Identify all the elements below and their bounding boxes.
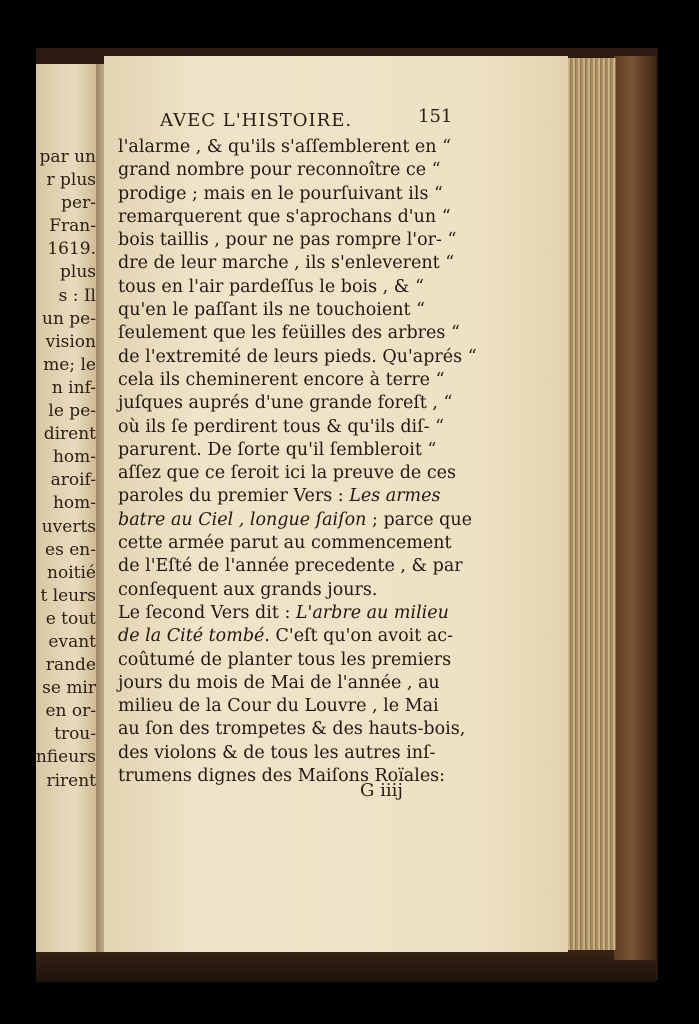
left-page-line: Fran-: [49, 216, 96, 237]
quote-mark: “: [436, 206, 451, 227]
left-page-line: uverts: [41, 516, 96, 537]
left-page-line: dirent: [43, 424, 96, 445]
signature-mark: G iiij: [360, 780, 403, 801]
body-line: [118, 602, 477, 625]
body-line: [118, 672, 477, 695]
line-text: jours du mois de Mai de l'année , au: [118, 672, 440, 693]
left-page-line: rirent: [46, 770, 96, 791]
left-page-text: [36, 146, 96, 793]
line-text: coûtumé de planter tous les premiers: [118, 649, 452, 670]
line-text: ſeulement que les feüilles des arbres: [118, 323, 446, 344]
quote-mark: “: [410, 300, 426, 321]
running-title: AVEC L'HISTOIRE.: [160, 110, 353, 131]
left-page-line: 1619.: [47, 239, 96, 260]
italic-text: L'arbre au milieu: [295, 602, 449, 623]
quote-mark: “: [437, 393, 453, 414]
left-page-line: vision: [45, 331, 96, 352]
body-line: [118, 183, 477, 206]
quote-mark: “: [441, 230, 457, 251]
line-text: trumens dignes des Maiſons Roïales:: [118, 766, 446, 787]
line-text: aſſez que ce ſeroit ici la preuve de ces: [118, 463, 456, 484]
left-page-line: t leurs: [40, 585, 96, 606]
body-line: [118, 159, 477, 182]
line-text: milieu de la Cour du Louvre , le Mai: [118, 696, 439, 717]
italic-text: de la Cité tombé: [118, 626, 265, 647]
line-text: de l'Eſté de l'année precedente , & par: [118, 556, 463, 577]
body-line: [118, 346, 477, 369]
body-line: [118, 485, 477, 508]
left-page-line: rande: [45, 655, 96, 676]
quote-mark: “: [429, 416, 445, 437]
body-line: [118, 625, 477, 648]
italic-text: batre au Ciel , longue ſaiſon: [118, 509, 367, 530]
left-page-line: plus: [60, 262, 96, 283]
line-text: l'alarme , & qu'ils s'aſſemblerent en: [118, 137, 437, 157]
line-text: tous en l'air pardeſſus le bois , &: [118, 276, 410, 297]
left-page-line: se mir: [42, 678, 96, 699]
left-page-line: hom-: [52, 493, 96, 514]
left-page-line: le pe-: [48, 401, 96, 422]
left-page-line: par un: [39, 147, 96, 167]
left-page-line: trou-: [54, 724, 96, 745]
body-line: [118, 765, 477, 788]
body-line: [118, 695, 477, 718]
body-line: [118, 206, 477, 229]
line-text: . C'eſt qu'on avoit ac-: [264, 626, 453, 647]
left-page-line: un pe-: [42, 308, 96, 329]
quote-mark: “: [462, 346, 477, 367]
line-text: bois taillis , pour ne pas rompre l'or-: [118, 230, 442, 251]
body-line: [118, 392, 477, 415]
left-page-line: noitié: [47, 562, 96, 583]
line-text: conſequent aux grands jours.: [118, 579, 378, 600]
line-text: cette armée parut au commencement: [118, 533, 452, 554]
left-page-line: hom-: [52, 447, 96, 468]
body-line: [118, 252, 477, 275]
left-page-line: me; le: [43, 354, 96, 375]
body-line: [118, 439, 477, 462]
left-page-line: en or-: [45, 701, 96, 722]
body-line: [118, 579, 477, 602]
body-line: [118, 299, 477, 322]
quote-mark: “: [430, 369, 445, 390]
quote-mark: “: [409, 276, 424, 297]
quote-mark: “: [439, 253, 455, 274]
line-text: où ils ſe perdirent tous & qu'ils diſ-: [118, 416, 430, 437]
line-text: juſques auprés d'une grande foreſt ,: [118, 393, 438, 414]
body-line: [118, 416, 477, 439]
book-spine: [614, 56, 656, 960]
left-page-line: e tout: [45, 608, 96, 629]
body-line: [118, 136, 477, 159]
left-page-line: s : Il: [58, 285, 96, 306]
body-line: [118, 555, 477, 578]
quote-mark: “: [436, 137, 452, 157]
body-line: [118, 742, 477, 765]
quote-mark: “: [426, 160, 441, 181]
line-text: parurent. De ſorte qu'il ſembleroit: [118, 439, 422, 460]
body-line: [118, 322, 477, 345]
left-page-line: es en-: [45, 539, 96, 560]
line-text: dre de leur marche , ils s'enleverent: [118, 253, 440, 274]
left-page-line: r plus: [46, 170, 96, 191]
line-text: cela ils cheminerent encore à terre: [118, 369, 431, 390]
body-line: [118, 718, 477, 741]
line-text: prodige ; mais en le pourſuivant ils: [118, 183, 429, 204]
body-line: [118, 276, 477, 299]
line-text: remarquerent que s'aprochans d'un: [118, 206, 437, 227]
line-text: ; parce que: [366, 509, 473, 530]
line-text: qu'en le paſſant ils ne touchoient: [118, 300, 411, 321]
left-page-line: n inf-: [51, 377, 96, 398]
body-line: [118, 462, 477, 485]
italic-text: Les armes: [349, 486, 441, 507]
line-text: des violons & de tous les autres inſ-: [118, 742, 436, 763]
line-text: paroles du premier Vers :: [118, 486, 350, 507]
left-page-line: nfieurs: [36, 747, 96, 768]
left-page: [36, 64, 100, 952]
body-line: [118, 369, 477, 392]
page-edges: [566, 58, 616, 950]
body-line: [118, 649, 477, 672]
body-line: [118, 532, 477, 555]
body-line: [118, 509, 477, 532]
quote-mark: “: [428, 183, 443, 204]
line-text: grand nombre pour reconnoître ce: [118, 160, 427, 181]
line-text: au ſon des trompetes & des hauts-bois,: [118, 719, 466, 740]
body-line: [118, 229, 477, 252]
book-cover-bottom: [36, 948, 656, 982]
left-page-line: per-: [61, 193, 96, 214]
page-number: 151: [418, 106, 453, 127]
page-body-text: [118, 136, 477, 788]
quote-mark: “: [445, 323, 460, 344]
quote-mark: “: [421, 439, 437, 460]
line-text: Le ſecond Vers dit :: [118, 602, 296, 623]
left-page-line: aroif-: [50, 470, 96, 491]
left-page-line: evant: [48, 631, 96, 652]
line-text: de l'extremité de leurs pieds. Qu'aprés: [118, 346, 463, 367]
